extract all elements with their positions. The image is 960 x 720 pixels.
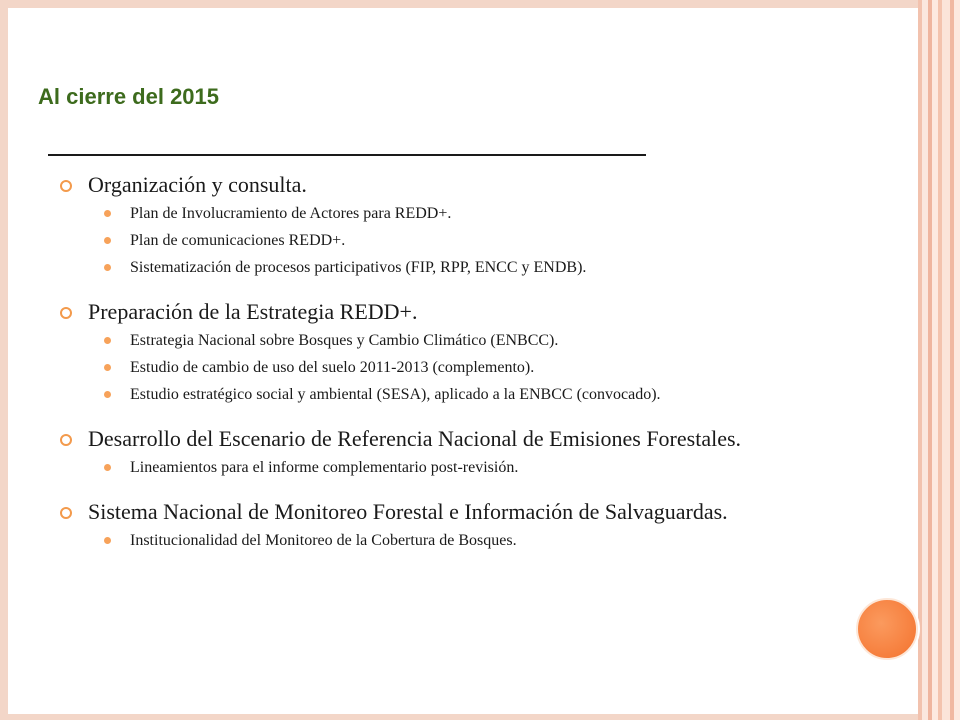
list-item bbox=[116, 227, 880, 254]
list-item-text: Institucionalidad del Monitoreo de la Cobertura de Bosques. bbox=[130, 532, 517, 549]
ring-bullet-icon bbox=[60, 507, 72, 519]
sub-list bbox=[88, 527, 880, 554]
dot-bullet-icon bbox=[104, 337, 111, 344]
spacer bbox=[60, 281, 880, 297]
dot-bullet-icon bbox=[104, 210, 111, 217]
list-item bbox=[116, 200, 880, 227]
list-item-text: Estudio estratégico social y ambiental (SESA), aplicado a la ENBCC (convocado). bbox=[130, 386, 661, 403]
sub-list bbox=[88, 200, 880, 281]
dot-bullet-icon bbox=[104, 537, 111, 544]
dot-bullet-icon bbox=[104, 364, 111, 371]
list-item-text: Estudio de cambio de uso del suelo 2011-2013 (complemento). bbox=[130, 359, 535, 376]
section-heading: Sistema Nacional de Monitoreo Forestal e Información de Salvaguardas. bbox=[88, 499, 728, 524]
slide-content bbox=[60, 170, 880, 554]
list-item-text: Estrategia Nacional sobre Bosques y Cambio Climático (ENBCC). bbox=[130, 332, 559, 349]
dot-bullet-icon bbox=[104, 264, 111, 271]
top-border bbox=[0, 0, 920, 8]
list-item bbox=[116, 454, 880, 481]
section-list bbox=[60, 170, 880, 554]
list-item bbox=[116, 527, 880, 554]
right-stripe-decoration bbox=[918, 0, 960, 720]
spacer bbox=[60, 481, 880, 497]
ring-bullet-icon bbox=[60, 434, 72, 446]
list-item bbox=[116, 327, 880, 354]
section-heading: Organización y consulta. bbox=[88, 172, 307, 197]
title-underline bbox=[48, 154, 646, 156]
section-estrategia bbox=[60, 297, 880, 408]
sub-list bbox=[88, 454, 880, 481]
section-heading: Preparación de la Estrategia REDD+. bbox=[88, 299, 418, 324]
dot-bullet-icon bbox=[104, 464, 111, 471]
slide-title: Al cierre del 2015 bbox=[38, 84, 220, 109]
spacer bbox=[60, 408, 880, 424]
dot-bullet-icon bbox=[104, 237, 111, 244]
list-item-text: Plan de Involucramiento de Actores para REDD+. bbox=[130, 205, 452, 222]
section-organizacion bbox=[60, 170, 880, 281]
sub-list bbox=[88, 327, 880, 408]
list-item-text: Lineamientos para el informe complementario post-revisión. bbox=[130, 459, 519, 476]
list-item-text: Plan de comunicaciones REDD+. bbox=[130, 232, 346, 249]
section-monitoreo bbox=[60, 497, 880, 554]
list-item-text: Sistematización de procesos participativos (FIP, RPP, ENCC y ENDB). bbox=[130, 259, 587, 276]
section-escenario bbox=[60, 424, 880, 481]
left-border bbox=[0, 0, 8, 720]
dot-bullet-icon bbox=[104, 391, 111, 398]
list-item bbox=[116, 354, 880, 381]
ring-bullet-icon bbox=[60, 180, 72, 192]
ring-bullet-icon bbox=[60, 307, 72, 319]
bottom-border bbox=[0, 714, 920, 720]
list-item bbox=[116, 381, 880, 408]
list-item bbox=[116, 254, 880, 281]
section-heading: Desarrollo del Escenario de Referencia Nacional de Emisiones Forestales. bbox=[88, 426, 742, 451]
orange-circle-decoration bbox=[856, 598, 918, 660]
